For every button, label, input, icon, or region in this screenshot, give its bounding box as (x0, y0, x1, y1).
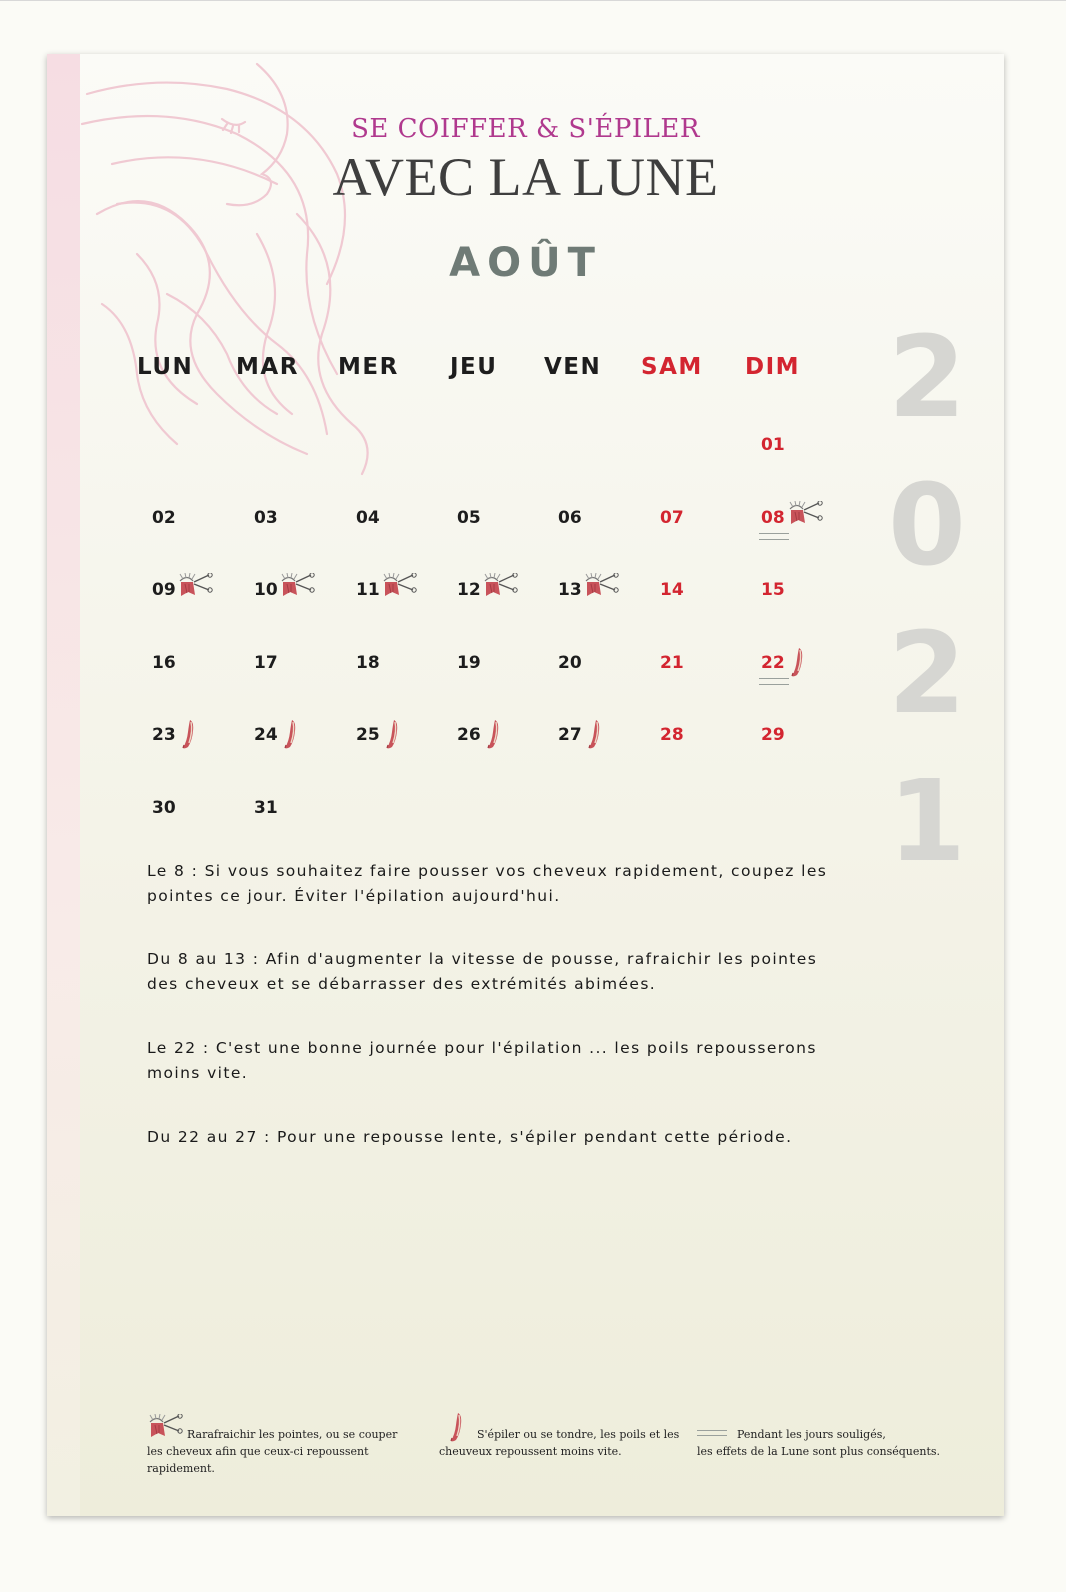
day-cell: 17 (254, 653, 278, 673)
wax-strip-leg-icon (385, 719, 401, 751)
day-cell: 01 (761, 435, 785, 455)
legend-cut (147, 1414, 407, 1484)
wax-strip-leg-icon (486, 719, 502, 751)
month-title: AOÛT (449, 240, 602, 286)
day-cell: 02 (152, 508, 176, 528)
legend-cut-text: les cheveux afin que ceux-ci repoussent (147, 1445, 369, 1458)
note-paragraph: Le 22 : C'est une bonne journée pour l'épilation ... les poils repousserons moins vite. (147, 1039, 817, 1082)
day-cell: 12 (457, 580, 481, 600)
legend-cut-text: rapidement. (147, 1462, 215, 1475)
legend-wax-text: S'épiler ou se tondre, les poils et les (477, 1428, 680, 1441)
day-cell: 07 (660, 508, 684, 528)
weekday-fri: VEN (544, 354, 602, 380)
wax-strip-leg-icon (181, 719, 197, 751)
year-digit: 2 (888, 609, 966, 739)
note-paragraph: Du 22 au 27 : Pour une repousse lente, s'épiler pendant cette période. (147, 1128, 793, 1146)
legend-underline (697, 1426, 947, 1466)
day-cell: 31 (254, 798, 278, 818)
wax-strip-leg-icon (283, 719, 299, 751)
day-cell: 29 (761, 725, 785, 745)
scissors-hair-icon (177, 573, 213, 599)
year-vertical (867, 304, 987, 896)
note-paragraph: Le 8 : Si vous souhaitez faire pousser vos cheveux rapidement, coupez les pointes ce jour. Éviter l'épilation aujourd'hui. (147, 862, 828, 905)
day-cell: 23 (152, 725, 176, 745)
year-digit: 1 (888, 757, 966, 887)
scissors-hair-icon (381, 573, 417, 599)
scissors-hair-icon (583, 573, 619, 599)
page-title: AVEC LA LUNE (332, 147, 719, 207)
legend-cut-text: Rarafraichir les pointes, ou se couper (187, 1428, 398, 1441)
calendar-page (47, 54, 1004, 1516)
legend-wax-text: cheuveux repoussent moins vite. (439, 1445, 622, 1458)
weekday-thu: JEU (450, 354, 498, 380)
day-cell: 20 (558, 653, 582, 673)
day-cell: 25 (356, 725, 380, 745)
scissors-hair-icon (787, 501, 823, 527)
weekday-tue: MAR (236, 354, 299, 380)
weekday-sat: SAM (641, 354, 703, 380)
legend-underline-text: les effets de la Lune sont plus conséquents. (697, 1445, 941, 1458)
day-cell: 28 (660, 725, 684, 745)
day-cell: 13 (558, 580, 582, 600)
day-cell: 22 (761, 653, 785, 673)
double-underline-icon (697, 1430, 727, 1436)
day-cell: 14 (660, 580, 684, 600)
double-underline-icon (759, 533, 789, 540)
day-cell: 21 (660, 653, 684, 673)
scissors-hair-icon (279, 573, 315, 599)
supertitle: SE COIFFER & S'ÉPILER (351, 114, 700, 144)
year-digit: 2 (888, 313, 966, 443)
double-underline-icon (759, 678, 789, 685)
day-cell: 05 (457, 508, 481, 528)
weekday-mon: LUN (137, 354, 194, 380)
year-digit: 0 (888, 461, 966, 591)
day-cell: 19 (457, 653, 481, 673)
scissors-hair-icon (482, 573, 518, 599)
weekday-wed: MER (338, 354, 399, 380)
day-cell: 18 (356, 653, 380, 673)
day-cell: 30 (152, 798, 176, 818)
day-cell: 03 (254, 508, 278, 528)
day-cell: 11 (356, 580, 380, 600)
legend-underline-text: Pendant les jours souligés, (737, 1428, 886, 1441)
day-cell: 15 (761, 580, 785, 600)
day-cell: 08 (761, 508, 785, 528)
scissors-hair-icon (147, 1414, 183, 1440)
day-cell: 09 (152, 580, 176, 600)
day-cell: 24 (254, 725, 278, 745)
day-cell: 16 (152, 653, 176, 673)
day-cell: 06 (558, 508, 582, 528)
day-cell: 10 (254, 580, 278, 600)
legend-wax (439, 1412, 679, 1472)
note-paragraph: Du 8 au 13 : Afin d'augmenter la vitesse de pousse, rafraichir les pointes des cheveux et se débarrasser des extrémités abimées. (147, 950, 818, 993)
day-cell: 26 (457, 725, 481, 745)
wax-strip-leg-icon (449, 1412, 465, 1444)
wax-strip-leg-icon (790, 647, 806, 679)
day-cell: 04 (356, 508, 380, 528)
weekday-sun: DIM (745, 354, 801, 380)
day-cell: 27 (558, 725, 582, 745)
top-border-line (0, 0, 1066, 1)
wax-strip-leg-icon (587, 719, 603, 751)
